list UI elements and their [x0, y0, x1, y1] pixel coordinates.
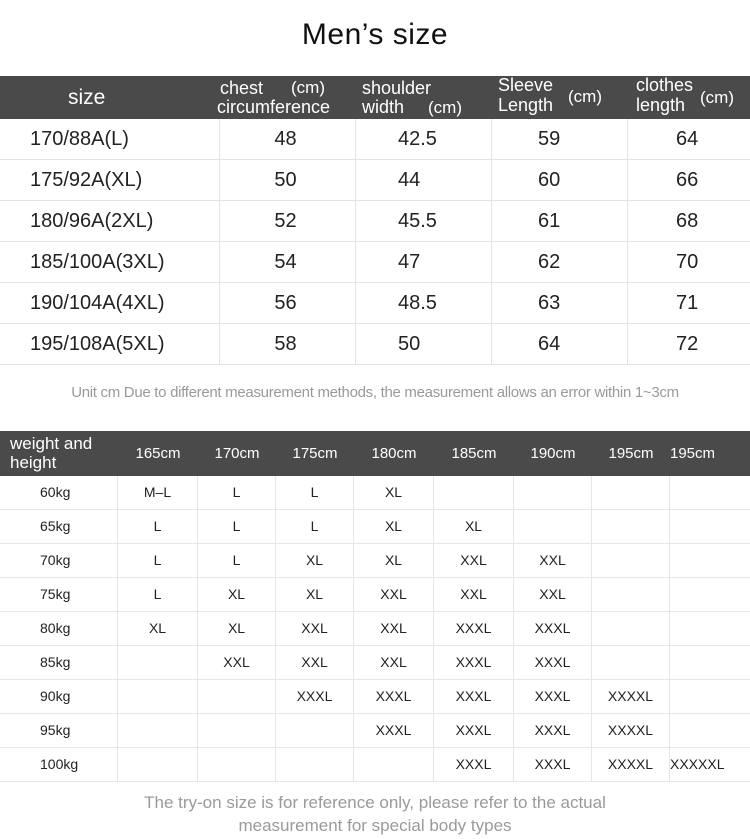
recommended-size-cell: XL — [276, 578, 354, 611]
recommended-size-cell: L — [198, 510, 276, 543]
weight-row — [0, 714, 750, 748]
recommended-size-cell: XXXL — [434, 748, 514, 781]
header-clothes-unit: (cm) — [700, 88, 734, 107]
size-row — [0, 283, 750, 324]
recommended-size-cell: XXXL — [514, 680, 592, 713]
weight-row — [0, 544, 750, 578]
recommended-size-cell — [592, 544, 670, 577]
weight-label-cell: 70kg — [0, 544, 118, 577]
shoulder-cell: 48.5 — [356, 283, 492, 323]
recommended-size-cell — [514, 476, 592, 509]
shoulder-cell: 42.5 — [356, 119, 492, 159]
recommended-size-cell: XXXL — [514, 612, 592, 645]
weight-label-cell: 75kg — [0, 578, 118, 611]
header-clothes-line2: length — [636, 95, 686, 115]
recommended-size-cell — [592, 612, 670, 645]
recommended-size-cell: XXXL — [514, 748, 592, 781]
recommended-size-cell: XL — [354, 510, 434, 543]
recommended-size-cell: L — [118, 510, 198, 543]
weight-row — [0, 680, 750, 714]
size-cell: 185/100A(3XL) — [0, 242, 220, 282]
recommended-size-cell: L — [118, 578, 198, 611]
height-column-header: 185cm — [451, 445, 497, 462]
recommended-size-cell: XL — [198, 578, 276, 611]
recommended-size-cell: XXXL — [434, 612, 514, 645]
recommended-size-cell: XXL — [434, 544, 514, 577]
recommended-size-cell — [354, 748, 434, 781]
height-column-header: 195cm — [670, 445, 716, 462]
height-column-header: 170cm — [214, 445, 260, 462]
height-column-header: 175cm — [292, 445, 338, 462]
shoulder-cell: 50 — [356, 324, 492, 364]
recommended-size-cell — [276, 714, 354, 747]
header-clothes-line1: clothes — [636, 75, 694, 95]
recommended-size-cell: XXXL — [354, 714, 434, 747]
header-shoulder-unit: (cm) — [428, 98, 462, 117]
recommended-size-cell — [198, 714, 276, 747]
size-row — [0, 242, 750, 283]
size-cell: 170/88A(L) — [0, 119, 220, 159]
header-size — [0, 76, 220, 119]
recommended-size-cell — [118, 714, 198, 747]
header-size-label: size — [68, 86, 106, 109]
recommended-size-cell — [118, 748, 198, 781]
recommended-size-cell — [592, 476, 670, 509]
chest-cell: 56 — [220, 283, 356, 323]
chest-cell: 54 — [220, 242, 356, 282]
recommended-size-cell: XL — [354, 476, 434, 509]
weight-row — [0, 748, 750, 782]
chest-cell: 50 — [220, 160, 356, 200]
size-chart-table — [0, 76, 750, 365]
recommended-size-cell: XXXXL — [592, 680, 670, 713]
header-sleeve — [492, 76, 628, 119]
weight-label-cell: 100kg — [0, 748, 118, 781]
recommended-size-cell: XXXXXL — [670, 756, 725, 772]
recommended-size-cell: XXL — [198, 646, 276, 679]
recommended-size-cell: XXXXL — [592, 748, 670, 781]
header-weight-height-line2: height — [10, 453, 57, 472]
size-cell: 175/92A(XL) — [0, 160, 220, 200]
weight-label-cell: 90kg — [0, 680, 118, 713]
weight-row — [0, 646, 750, 680]
size-row — [0, 324, 750, 365]
recommended-size-cell — [198, 748, 276, 781]
weight-label-cell: 85kg — [0, 646, 118, 679]
recommended-size-cell — [118, 646, 198, 679]
clothes-length-cell: 70 — [676, 251, 699, 273]
recommended-size-cell: L — [198, 476, 276, 509]
header-chest-unit: (cm) — [291, 78, 325, 97]
recommended-size-cell — [434, 476, 514, 509]
height-column-header: 165cm — [135, 445, 181, 462]
height-column-header: 195cm — [608, 445, 654, 462]
footer-line1: The try-on size is for reference only, please refer to the actual — [144, 793, 606, 812]
recommended-size-cell: XXL — [434, 578, 514, 611]
header-sleeve-unit: (cm) — [568, 87, 602, 106]
recommended-size-cell: XXXL — [434, 680, 514, 713]
recommended-size-cell — [118, 680, 198, 713]
recommended-size-cell: XXXL — [434, 646, 514, 679]
recommended-size-cell: XXXL — [514, 714, 592, 747]
recommended-size-cell: L — [276, 476, 354, 509]
clothes-length-cell: 64 — [676, 128, 699, 150]
size-cell: 190/104A(4XL) — [0, 283, 220, 323]
sleeve-cell: 59 — [492, 119, 628, 159]
recommended-size-cell: XXL — [354, 578, 434, 611]
recommended-size-cell: XXL — [276, 646, 354, 679]
recommended-size-cell: XXL — [514, 544, 592, 577]
weight-label-cell: 95kg — [0, 714, 118, 747]
chest-cell: 58 — [220, 324, 356, 364]
weight-height-table — [0, 431, 750, 782]
recommended-size-cell — [198, 680, 276, 713]
weight-row — [0, 476, 750, 510]
height-column-header: 180cm — [371, 445, 417, 462]
weight-label-cell: 60kg — [0, 476, 118, 509]
measurement-note: Unit cm Due to different measurement methods, the measurement allows an error within 1~3cm — [71, 384, 679, 401]
weight-row — [0, 510, 750, 544]
size-chart-body — [0, 119, 750, 365]
header-shoulder — [356, 76, 492, 119]
weight-label-cell: 80kg — [0, 612, 118, 645]
size-chart-header — [0, 76, 750, 119]
recommended-size-cell: XXL — [514, 578, 592, 611]
recommended-size-cell: M–L — [118, 476, 198, 509]
recommended-size-cell — [514, 510, 592, 543]
recommended-size-cell: XXXXL — [592, 714, 670, 747]
size-row — [0, 201, 750, 242]
recommended-size-cell — [592, 578, 670, 611]
recommended-size-cell: XL — [434, 510, 514, 543]
recommended-size-cell: XL — [118, 612, 198, 645]
header-sleeve-line2: Length — [498, 95, 554, 115]
header-chest — [217, 76, 356, 119]
recommended-size-cell: XL — [276, 544, 354, 577]
sleeve-cell: 63 — [492, 283, 628, 323]
recommended-size-cell: XL — [198, 612, 276, 645]
size-cell: 195/108A(5XL) — [0, 324, 220, 364]
shoulder-cell: 47 — [356, 242, 492, 282]
footer-line2: measurement for special body types — [238, 816, 512, 835]
sleeve-cell: 60 — [492, 160, 628, 200]
shoulder-cell: 44 — [356, 160, 492, 200]
chest-cell: 48 — [220, 119, 356, 159]
recommended-size-cell — [592, 510, 670, 543]
footer-disclaimer — [0, 791, 750, 837]
clothes-length-cell: 66 — [676, 169, 699, 191]
recommended-size-cell: L — [118, 544, 198, 577]
sleeve-cell: 62 — [492, 242, 628, 282]
header-weight-height — [0, 431, 118, 476]
recommended-size-cell: L — [198, 544, 276, 577]
recommended-size-cell: XXXL — [276, 680, 354, 713]
recommended-size-cell: XXXL — [354, 680, 434, 713]
clothes-length-cell: 71 — [676, 292, 699, 314]
size-cell: 180/96A(2XL) — [0, 201, 220, 241]
weight-height-header — [0, 431, 750, 476]
recommended-size-cell: L — [276, 510, 354, 543]
recommended-size-cell: XXL — [354, 612, 434, 645]
sleeve-cell: 64 — [492, 324, 628, 364]
recommended-size-cell: XXL — [354, 646, 434, 679]
height-column-header: 190cm — [530, 445, 576, 462]
header-shoulder-line1: shoulder — [362, 78, 432, 98]
recommended-size-cell — [592, 646, 670, 679]
recommended-size-cell: XXL — [276, 612, 354, 645]
header-weight-height-line1: weight and — [10, 434, 93, 453]
recommended-size-cell: XXXL — [434, 714, 514, 747]
header-shoulder-line2: width — [362, 97, 405, 117]
weight-row — [0, 578, 750, 612]
sleeve-cell: 61 — [492, 201, 628, 241]
header-chest-line1: chest — [220, 78, 264, 98]
header-clothes — [628, 76, 750, 119]
clothes-length-cell: 68 — [676, 210, 699, 232]
recommended-size-cell: XXXL — [514, 646, 592, 679]
recommended-size-cell — [276, 748, 354, 781]
recommended-size-cell: XL — [354, 544, 434, 577]
chest-cell: 52 — [220, 201, 356, 241]
clothes-length-cell: 72 — [676, 333, 699, 355]
size-row — [0, 160, 750, 201]
weight-row — [0, 612, 750, 646]
header-chest-line2: circumference — [217, 97, 331, 117]
weight-label-cell: 65kg — [0, 510, 118, 543]
weight-height-body — [0, 476, 750, 782]
size-row — [0, 119, 750, 160]
header-sleeve-line1: Sleeve — [498, 75, 554, 95]
page-title: Men’s size — [301, 18, 449, 51]
shoulder-cell: 45.5 — [356, 201, 492, 241]
